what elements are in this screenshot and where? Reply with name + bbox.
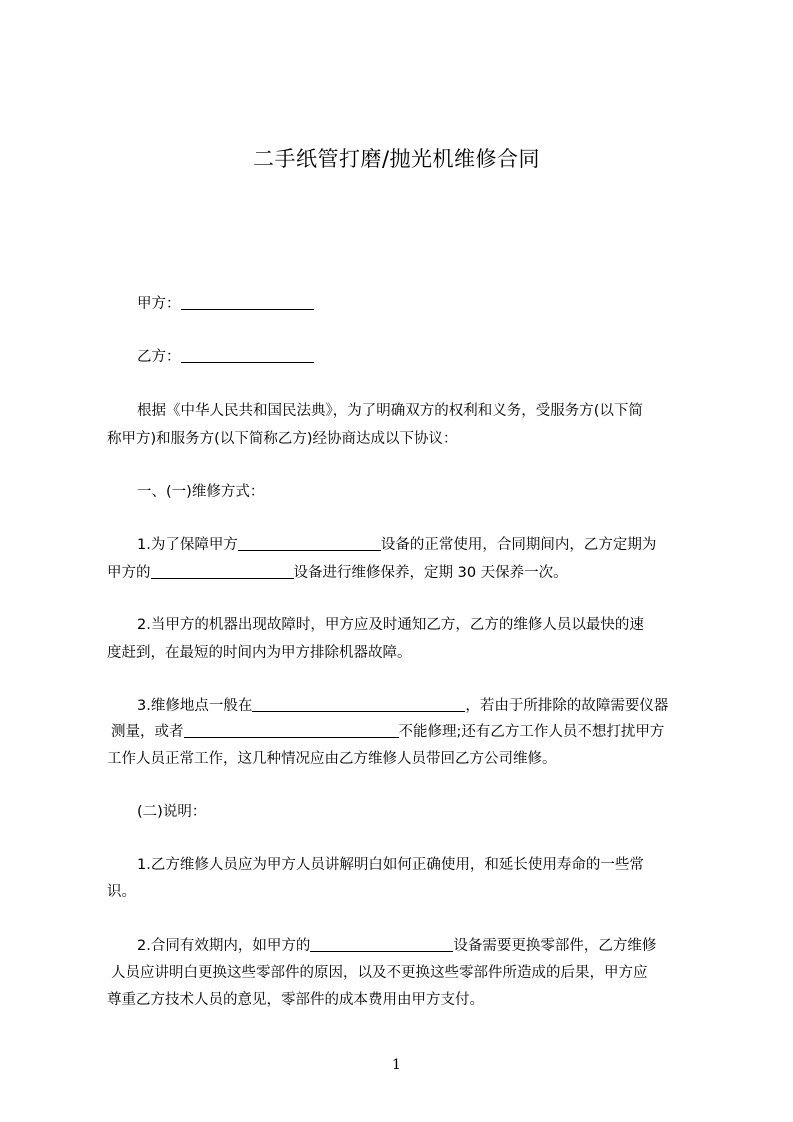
s2-item2-line-1: 2.合同有效期内，如甲方的 设备需要更换零部件，乙方维修 (137, 938, 657, 954)
intro-line-2: 称甲方)和服务方(以下简称乙方)经协商达成以下协议： (107, 431, 458, 447)
section-1-heading: 一、(一)维修方式： (137, 484, 265, 500)
condition-blank (184, 723, 399, 738)
s2-item2-line-3: 尊重乙方技术人员的意见，零部件的成本费用由甲方支付。 (107, 992, 484, 1008)
party-a-label: 甲方： (137, 296, 181, 312)
party-b-blank (181, 348, 314, 363)
party-a-blank (181, 295, 314, 310)
s1-item2-line-2: 度赶到，在最短的时间内为甲方排除机器故障。 (107, 645, 412, 661)
s1-item3-line-3: 工作人员正常工作，这几种情况应由乙方维修人员带回乙方公司维修。 (107, 751, 557, 767)
location-blank (252, 697, 465, 712)
equipment-blank-3 (310, 937, 453, 952)
s2-item1-line-2: 识。 (107, 884, 136, 900)
s1-item2-line-1: 2.当甲方的机器出现故障时，甲方应及时通知乙方，乙方的维修人员以最快的速 (137, 617, 644, 633)
s2-item2-line-2: 人员应讲明白更换这些零部件的原因，以及不更换这些零部件所造成的后果，甲方应 (111, 965, 648, 981)
section-2-heading: (二)说明： (137, 804, 207, 820)
party-b-label: 乙方： (137, 349, 181, 365)
s2-item1-line-1: 1.乙方维修人员应为甲方人员讲解明白如何正确使用，和延长使用寿命的一些常 (137, 857, 644, 873)
s1-item1-line-1: 1.为了保障甲方 设备的正常使用，合同期间内，乙方定期为 (137, 537, 657, 553)
page-number: 1 (392, 1057, 401, 1073)
s1-item3-line-2: 测量，或者 不能修理;还有乙方工作人员不想打扰甲方 (111, 724, 665, 740)
document-title: 二手纸管打磨/抛光机维修合同 (252, 147, 541, 171)
s1-item3-line-1: 3.维修地点一般在 ，若由于所排除的故障需要仪器 (137, 698, 669, 714)
s1-item1-line-2: 甲方的 设备进行维修保养，定期 30 天保养一次。 (107, 565, 568, 581)
party-a-line (137, 292, 737, 313)
equipment-blank-1 (238, 536, 381, 551)
party-b-line (137, 345, 737, 366)
equipment-blank-2 (151, 564, 294, 579)
intro-line-1: 根据《中华人民共和国民法典》，为了明确双方的权利和义务，受服务方(以下简 (137, 403, 643, 419)
